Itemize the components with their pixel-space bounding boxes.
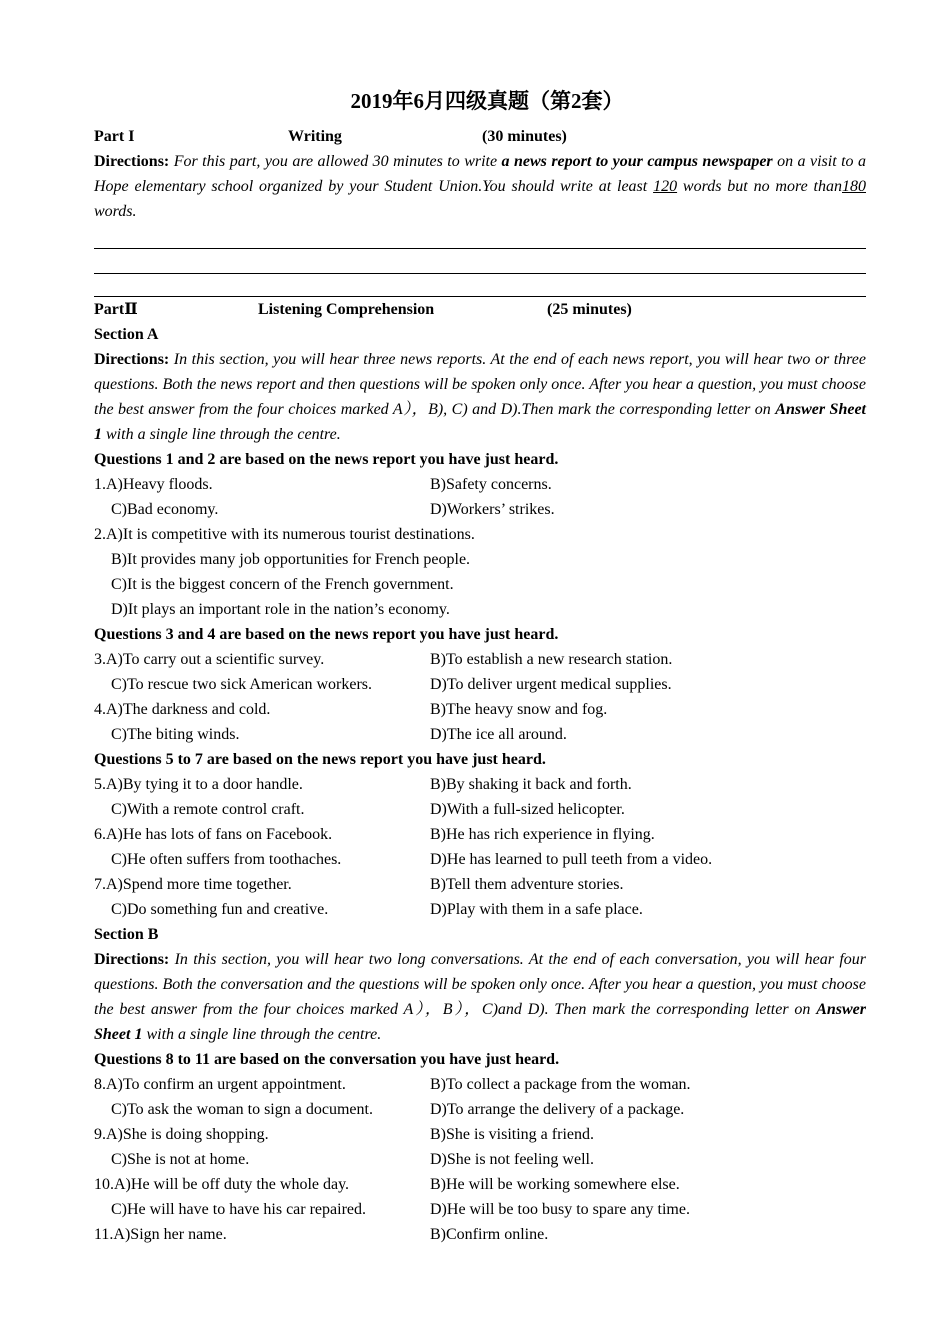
directions-text: with a single line through the centre. <box>102 426 341 443</box>
directions-text: with a single line through the centre. <box>142 1026 382 1043</box>
directions-emphasis: a news report to your campus newspaper <box>501 153 773 170</box>
option: 2.A)It is competitive with its numerous tourist destinations. <box>94 526 475 543</box>
part1-name: Writing <box>288 128 342 145</box>
option: D)It plays an important role in the nation’s economy. <box>111 601 450 618</box>
question-row <box>94 897 866 922</box>
question-row <box>94 697 866 722</box>
option: C)To ask the woman to sign a document. <box>111 1101 373 1118</box>
question-row <box>94 797 866 822</box>
option: 10.A)He will be off duty the whole day. <box>94 1176 350 1193</box>
directions-label: Directions: <box>94 951 170 968</box>
directions-text: words but no more than <box>677 178 842 195</box>
section-a-directions <box>94 347 866 447</box>
option: C)With a remote control craft. <box>111 801 305 818</box>
option: B)Tell them adventure stories. <box>430 876 624 893</box>
option: 3.A)To carry out a scientific survey. <box>94 651 325 668</box>
question-row <box>94 847 866 872</box>
question-row <box>94 1122 866 1147</box>
writing-line <box>94 224 866 249</box>
question-row <box>94 1147 866 1172</box>
part2-header <box>94 297 866 322</box>
directions-text: on a visit to a Hope elementary school organized by your Student Union.You should write at least <box>94 153 867 195</box>
directions-label: Directions: <box>94 351 170 368</box>
part2-name: Listening Comprehension <box>258 301 435 318</box>
option: B)Confirm online. <box>430 1226 549 1243</box>
option: B)He will be working somewhere else. <box>430 1176 680 1193</box>
part1-header <box>94 124 866 149</box>
option: C)He often suffers from toothaches. <box>111 851 342 868</box>
part1-label: Part I <box>94 128 135 145</box>
page-title: 2019年6月四级真题（第2套） <box>350 89 624 113</box>
section-a-label: Section A <box>94 326 159 343</box>
option: C)The biting winds. <box>111 726 240 743</box>
option: B)To collect a package from the woman. <box>430 1076 691 1093</box>
option: B)To establish a new research station. <box>430 651 673 668</box>
option: C)He will have to have his car repaired. <box>111 1201 367 1218</box>
question-row <box>94 1172 866 1197</box>
option: C)To rescue two sick American workers. <box>111 676 373 693</box>
part1-time: (30 minutes) <box>482 128 567 145</box>
max-words: 180 <box>842 178 866 195</box>
option: B)She is visiting a friend. <box>430 1126 594 1143</box>
option: C)It is the biggest concern of the French government. <box>111 576 454 593</box>
option: B)It provides many job opportunities for French people. <box>111 551 471 568</box>
writing-line <box>94 249 866 274</box>
option: B)Safety concerns. <box>430 476 552 493</box>
option: D)He will be too busy to spare any time. <box>430 1201 690 1218</box>
directions-text: In this section, you will hear three news reports. At the end of each news report, you will hear two or three questions. Both the news report and then questions will be spoken only once. After you hear a question, you must choose the best answer from the four choices marked A），B), C) and D).Then mark the corresponding letter on <box>94 351 866 418</box>
writing-line <box>94 274 866 297</box>
question-row <box>94 872 866 897</box>
question-row <box>94 497 866 522</box>
option: 6.A)He has lots of fans on Facebook. <box>94 826 333 843</box>
option: D)Play with them in a safe place. <box>430 901 643 918</box>
option: B)He has rich experience in flying. <box>430 826 655 843</box>
question-row <box>94 1222 866 1247</box>
question-row <box>94 647 866 672</box>
option: D)The ice all around. <box>430 726 567 743</box>
option: 4.A)The darkness and cold. <box>94 701 271 718</box>
question-row <box>94 1197 866 1222</box>
directions-text: In this section, you will hear two long conversations. At the end of each conversation, you will hear four questions. Both the conversation and the questions will be spoken only once. After you hear a question, you must choose the best answer from the four choices marked A），B），C)and D). Then mark the corresponding letter on <box>94 951 866 1018</box>
option: 7.A)Spend more time together. <box>94 876 292 893</box>
option: 9.A)She is doing shopping. <box>94 1126 269 1143</box>
section-b-label: Section B <box>94 926 159 943</box>
question-group-heading: Questions 5 to 7 are based on the news report you have just heard. <box>94 751 546 768</box>
option: 11.A)Sign her name. <box>94 1226 227 1243</box>
part1-directions <box>94 149 866 224</box>
option: B)The heavy snow and fog. <box>430 701 608 718</box>
option: C)Do something fun and creative. <box>111 901 329 918</box>
question-row <box>94 1072 866 1097</box>
question-row <box>94 722 866 747</box>
option: B)By shaking it back and forth. <box>430 776 632 793</box>
question-row <box>94 822 866 847</box>
question-row <box>94 472 866 497</box>
question-row <box>94 772 866 797</box>
directions-text: words. <box>94 203 137 220</box>
option: D)To deliver urgent medical supplies. <box>430 676 672 693</box>
part2-label: PartⅡ <box>94 301 138 318</box>
option: C)She is not at home. <box>111 1151 250 1168</box>
option: D)She is not feeling well. <box>430 1151 594 1168</box>
section-b-directions <box>94 947 866 1047</box>
directions-label: Directions: <box>94 153 170 170</box>
question-group-heading: Questions 3 and 4 are based on the news report you have just heard. <box>94 626 559 643</box>
min-words: 120 <box>653 178 678 195</box>
part2-time: (25 minutes) <box>547 301 632 318</box>
option: D)Workers’ strikes. <box>430 501 555 518</box>
option: C)Bad economy. <box>111 501 219 518</box>
question-group-heading: Questions 8 to 11 are based on the conversation you have just heard. <box>94 1051 560 1068</box>
question-row <box>94 1097 866 1122</box>
answer-sheet-ref: Answer Sheet 1 <box>94 401 866 443</box>
question-group-heading: Questions 1 and 2 are based on the news report you have just heard. <box>94 451 559 468</box>
option: 5.A)By tying it to a door handle. <box>94 776 303 793</box>
question-row <box>94 672 866 697</box>
directions-text: For this part, you are allowed 30 minutes to write <box>169 153 502 170</box>
option: D)He has learned to pull teeth from a video. <box>430 851 713 868</box>
exam-page <box>94 86 866 1247</box>
option: 8.A)To confirm an urgent appointment. <box>94 1076 346 1093</box>
option: 1.A)Heavy floods. <box>94 476 213 493</box>
option: D)With a full-sized helicopter. <box>430 801 625 818</box>
answer-sheet-ref: Answer Sheet 1 <box>94 1001 866 1043</box>
option: D)To arrange the delivery of a package. <box>430 1101 685 1118</box>
